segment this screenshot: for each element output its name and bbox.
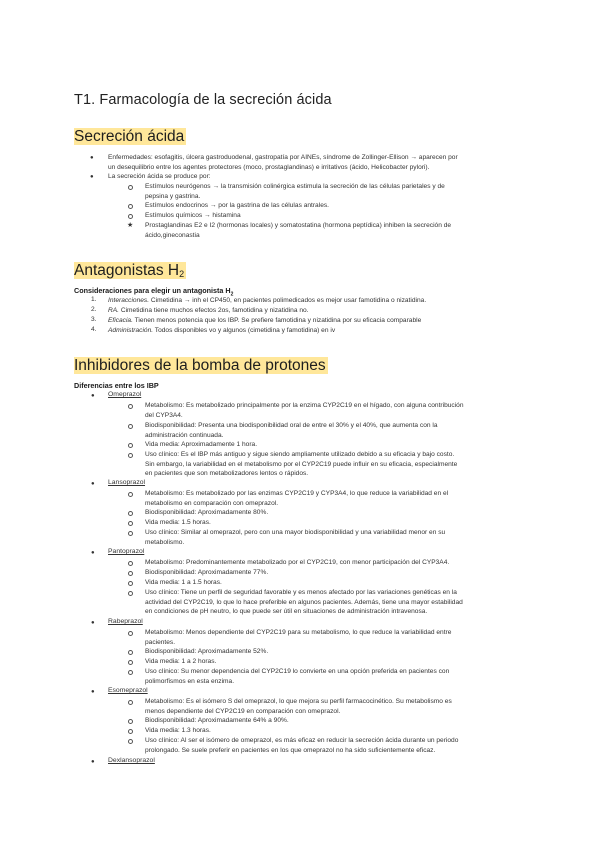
text-line: Vida media: 1 a 1.5 horas. <box>145 579 222 586</box>
text-line: La secreción ácida se produce por: <box>108 173 211 180</box>
bullet-icon: ● <box>91 620 95 626</box>
heading-text: Antagonistas H <box>74 262 180 279</box>
drug-name-pantoprazol: Pantoprazol <box>108 548 145 555</box>
circle-bullet-icon <box>128 404 133 409</box>
circle-bullet-icon <box>128 571 133 576</box>
text-line: Metabolismo: Es el isómero S del omeprazol, lo que mejora su perfil farmacocinético. Su metabolismo es <box>145 698 452 705</box>
heading-subscript: 2 <box>179 269 185 279</box>
text-line: actividad del CYP2C19, lo que lo hace preferible en algunos pacientes. Además, tiene una mayor estabilidad <box>145 598 463 606</box>
text-line: Enfermedades: esofagitis, úlcera gastroduodenal, gastropatía por AINEs, síndrome de Zollinger-Ellison → aparecen por <box>108 154 458 161</box>
list-item <box>108 326 335 336</box>
star-bullet-icon: ★ <box>127 221 134 229</box>
circle-bullet-icon <box>128 453 133 458</box>
circle-bullet-icon <box>128 214 133 219</box>
text-line: Vida media: Aproximadamente 1 hora. <box>145 441 258 448</box>
circle-bullet-icon <box>128 700 133 705</box>
circle-bullet-icon <box>128 591 133 596</box>
text-line: Vida media: 1 a 2 horas. <box>145 658 217 665</box>
text-line: Biodisponibilidad: Aproximadamente 64% a 90%. <box>145 717 289 724</box>
text-line: del CYP3A4. <box>145 411 183 419</box>
bullet-icon: ● <box>90 155 94 161</box>
text-line: un desequilibrio entre los agentes protectores (moco, prostaglandinas) e irritativos (ácido, Helicobacter pylori). <box>108 163 430 171</box>
text-line: Biodisponibilidad: Aproximadamente 80%. <box>145 509 269 516</box>
bullet-icon: ● <box>91 481 95 487</box>
bullet-icon: ● <box>91 689 95 695</box>
circle-bullet-icon <box>128 511 133 516</box>
item-term: RA. <box>108 307 119 314</box>
text-line: Biodisponibilidad: Presenta una biodisponibilidad oral de entre el 30% y el 40%, que aumenta con la <box>145 422 438 429</box>
circle-bullet-icon <box>128 492 133 497</box>
list-number: 4. <box>91 326 97 333</box>
list-item <box>108 296 426 306</box>
circle-bullet-icon <box>128 650 133 655</box>
list-item <box>108 316 421 326</box>
document-title: T1. Farmacología de la secreción ácida <box>74 92 332 108</box>
section-heading-secrecion <box>74 128 186 146</box>
heading-highlight <box>74 262 186 279</box>
drug-name-omeprazol: Omeprazol <box>108 391 142 398</box>
circle-bullet-icon <box>128 729 133 734</box>
item-text: Todos disponibles vo y algunos (cimetidina y famotidina) en iv <box>153 327 336 334</box>
circle-bullet-icon <box>128 739 133 744</box>
text-line: Uso clínico: Su menor dependencia del CYP2C19 lo convierte en una opción preferida en pacientes con <box>145 668 450 675</box>
item-text: Cimetidina → inh el CP450, en pacientes polimedicados es mejor usar famotidina o nizatidina. <box>149 297 427 304</box>
bullet-icon: ● <box>90 174 94 180</box>
text-line: Uso clínico: Similar al omeprazol, pero con una mayor biodisponibilidad y una variabilidad menor en su <box>145 529 446 536</box>
text-line: Vida media: 1.3 horas. <box>145 727 211 734</box>
bullet-icon: ● <box>91 550 95 556</box>
circle-bullet-icon <box>128 561 133 566</box>
text-line: en condiciones de pH neutro, lo que puede ser útil en situaciones de administración intravenosa. <box>145 608 428 615</box>
label-subscript: 2 <box>230 291 234 298</box>
heading-highlight: Secreción ácida <box>74 128 185 145</box>
circle-bullet-icon <box>128 670 133 675</box>
text-line: polimorfismos en esta enzima. <box>145 677 235 685</box>
label-text: Consideraciones para elegir un antagonista H <box>74 286 231 295</box>
circle-bullet-icon <box>128 581 133 586</box>
circle-bullet-icon <box>128 204 133 209</box>
text-line: administración continuada. <box>145 431 224 439</box>
text-line: Estímulos neurógenos → la transmisión colinérgica estimula la secreción de las células parietales y de <box>145 183 445 190</box>
text-line: pacientes. <box>145 638 176 646</box>
text-line: Estímulos endocrinos → por la gastrina de las células antrales. <box>145 202 329 209</box>
text-line: en pacientes que son metabolizadores lentos o rápidos. <box>145 470 309 477</box>
list-number: 3. <box>91 316 97 323</box>
drug-name-rabeprazol: Rabeprazol <box>108 618 143 625</box>
text-line: Uso clínico: Es el IBP más antiguo y sigue siendo ampliamente utilizado debido a su eficacia y bajo costo. <box>145 451 455 458</box>
heading-highlight: Inhibidores de la bomba de protones <box>74 357 326 374</box>
text-line: Vida media: 1.5 horas. <box>145 519 211 526</box>
list-number: 2. <box>91 306 97 313</box>
drug-name-lansoprazol: Lansoprazol <box>108 479 146 486</box>
text-line: Metabolismo: Menos dependiente del CYP2C19 para su metabolismo, lo que reduce la variabilidad entre <box>145 629 452 636</box>
item-text: Tienen menos potencia que los IBP. Se prefiere famotidina y nizatidina por su eficacia comparable <box>132 317 422 324</box>
item-term: Eficacia. <box>108 317 133 324</box>
text-line: pepsina y gastrina. <box>145 192 201 200</box>
subsection-label: Diferencias entre los IBP <box>74 381 159 390</box>
bullet-icon: ● <box>91 759 95 765</box>
circle-bullet-icon <box>128 719 133 724</box>
item-term: Administración. <box>108 327 154 334</box>
circle-bullet-icon <box>128 521 133 526</box>
text-line: Metabolismo: Predominantemente metabolizado por el CYP2C19, con menor participación del CYP3A4. <box>145 559 450 566</box>
bullet-icon: ● <box>91 393 95 399</box>
text-line: metabolismo. <box>145 538 185 546</box>
text-line: menos dependiente del CYP2C19 en comparación con omeprazol. <box>145 707 341 715</box>
text-line: Metabolismo: Es metabolizado por las enzimas CYP2C19 y CYP3A4, lo que reduce la variabilidad en el <box>145 490 449 497</box>
text-line: Uso clínico: Tiene un perfil de seguridad favorable y es menos afectado por las variaciones genéticas en la <box>145 589 457 596</box>
section-heading-antagonistas <box>74 262 186 280</box>
list-number: 1. <box>91 296 97 303</box>
section-heading-ibp <box>74 357 328 375</box>
text-line: prolongado. Se suele preferir en pacientes en los que omeprazol no ha sido suficientemente eficaz. <box>145 746 436 754</box>
circle-bullet-icon <box>128 531 133 536</box>
text-line: Prostaglandinas E2 e I2 (hormonas locales) y somatostatina (hormona peptídica) inhiben la secreción de <box>145 222 452 229</box>
text-line: Sin embargo, la variabilidad en el metabolismo por el CYP2C19 puede influir en su eficacia, especialmente <box>145 460 458 468</box>
circle-bullet-icon <box>128 424 133 429</box>
circle-bullet-icon <box>128 443 133 448</box>
circle-bullet-icon <box>128 660 133 665</box>
item-text: Cimetidina tiene muchos efectos 2os, famotidina y nizatidina no. <box>119 307 309 314</box>
text-line: ácido,gineconastia <box>145 231 200 239</box>
drug-name-esomeprazol: Esomeprazol <box>108 687 148 694</box>
text-line: Biodisponibilidad: Aproximadamente 52%. <box>145 648 269 655</box>
text-line: metabolismo en comparación con omeprazol. <box>145 499 279 507</box>
text-line: Biodisponibilidad: Aproximadamente 77%. <box>145 569 269 576</box>
drug-name-dexlansoprazol: Dexlansoprazol <box>108 757 155 764</box>
circle-bullet-icon <box>128 631 133 636</box>
text-line: Metabolismo: Es metabolizado principalmente por la enzima CYP2C19 en el hígado, con alguna contribución <box>145 402 464 409</box>
item-term: Interacciones. <box>108 297 150 304</box>
text-line: Estímulos químicos → histamina <box>145 212 241 219</box>
list-item <box>108 306 309 316</box>
circle-bullet-icon <box>128 185 133 190</box>
text-line: Uso clínico: Al ser el isómero de omeprazol, es más eficaz en reducir la secreción ácida durante un periodo <box>145 737 459 744</box>
